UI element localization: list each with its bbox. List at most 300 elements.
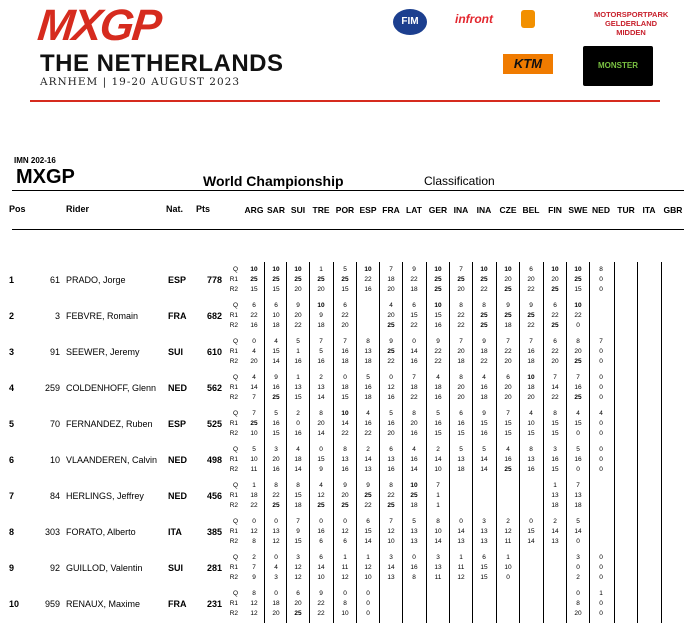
rider-nationality: FRA bbox=[168, 599, 187, 609]
result-cell: 22 bbox=[527, 322, 535, 329]
result-cell: 0 bbox=[366, 600, 370, 607]
result-cell: 7 bbox=[252, 394, 256, 401]
result-cell: 15 bbox=[574, 420, 582, 427]
result-cell: 15 bbox=[410, 312, 418, 319]
result-cell: 15 bbox=[551, 420, 559, 427]
rider-name: GUILLOD, Valentin bbox=[66, 563, 143, 573]
column-separator bbox=[589, 262, 590, 623]
result-cell: 20 bbox=[457, 384, 465, 391]
rider-points: 385 bbox=[206, 527, 222, 537]
result-cell: 15 bbox=[317, 456, 325, 463]
result-cell: 18 bbox=[410, 286, 418, 293]
result-cell: 6 bbox=[343, 538, 347, 545]
result-cell: 6 bbox=[274, 302, 278, 309]
column-separator bbox=[519, 262, 520, 623]
result-cell: 11 bbox=[341, 564, 349, 571]
result-cell: 6 bbox=[553, 302, 557, 309]
result-cell: 3 bbox=[553, 446, 557, 453]
result-cell: 16 bbox=[457, 420, 465, 427]
result-cell: 8 bbox=[274, 482, 278, 489]
column-separator bbox=[637, 262, 638, 623]
result-cell: 0 bbox=[274, 590, 278, 597]
result-cell: 13 bbox=[457, 456, 465, 463]
column-separator bbox=[566, 262, 567, 623]
result-cell: 9 bbox=[343, 482, 347, 489]
rider-number: 259 bbox=[44, 383, 60, 393]
result-cell: 10 bbox=[434, 528, 442, 535]
column-header-venue-fra: FRA bbox=[382, 205, 400, 215]
result-cell: 10 bbox=[434, 302, 442, 309]
result-cell: 13 bbox=[410, 538, 418, 545]
result-cell: 13 bbox=[272, 528, 280, 535]
rider-points: 456 bbox=[206, 491, 222, 501]
result-cell: 6 bbox=[389, 446, 393, 453]
result-cell: 7 bbox=[576, 482, 580, 489]
result-cell: 18 bbox=[272, 600, 280, 607]
result-cell: 25 bbox=[504, 286, 512, 293]
result-cell: 18 bbox=[272, 322, 280, 329]
result-cell: 14 bbox=[317, 564, 325, 571]
result-cell: 22 bbox=[364, 502, 372, 509]
result-cell: 10 bbox=[527, 374, 535, 381]
rider-nationality: SUI bbox=[168, 563, 184, 573]
result-cell: 1 bbox=[506, 554, 510, 561]
result-cell: 25 bbox=[434, 286, 442, 293]
result-cell: 0 bbox=[319, 446, 323, 453]
result-cell: 14 bbox=[294, 466, 302, 473]
result-cell: 22 bbox=[527, 286, 535, 293]
result-cell: 13 bbox=[480, 528, 488, 535]
result-cell: 20 bbox=[574, 610, 582, 617]
result-cell: 18 bbox=[457, 358, 465, 365]
rider-points: 525 bbox=[206, 419, 222, 429]
result-cell: 0 bbox=[529, 518, 533, 525]
result-cell: 10 bbox=[250, 266, 258, 273]
result-cell: 10 bbox=[317, 302, 325, 309]
column-header-rider: Rider bbox=[66, 204, 90, 214]
rider-position: 5 bbox=[9, 419, 15, 429]
result-cell: 0 bbox=[599, 358, 603, 365]
result-cell: 8 bbox=[412, 410, 416, 417]
result-cell: 10 bbox=[250, 456, 258, 463]
result-cell: 10 bbox=[434, 266, 442, 273]
rider-name: FORATO, Alberto bbox=[66, 527, 136, 537]
result-cell: 0 bbox=[343, 374, 347, 381]
result-cell: 4 bbox=[436, 374, 440, 381]
result-cell: 7 bbox=[459, 338, 463, 345]
result-cell: 10 bbox=[272, 312, 280, 319]
result-cell: 14 bbox=[410, 348, 418, 355]
result-cell: 0 bbox=[274, 518, 278, 525]
result-cell: 16 bbox=[387, 466, 395, 473]
result-cell: 8 bbox=[296, 482, 300, 489]
result-cell: 12 bbox=[341, 528, 349, 535]
result-cell: 0 bbox=[599, 374, 603, 381]
result-cell: 15 bbox=[294, 492, 302, 499]
column-header-venue-sar: SAR bbox=[267, 205, 285, 215]
result-cell: 5 bbox=[252, 446, 256, 453]
result-cell: 18 bbox=[410, 502, 418, 509]
result-cell: 9 bbox=[319, 466, 323, 473]
column-separator bbox=[356, 262, 357, 623]
result-cell: 0 bbox=[599, 348, 603, 355]
rider-nationality: ESP bbox=[168, 275, 187, 285]
result-cell: 9 bbox=[319, 312, 323, 319]
result-cell: 4 bbox=[599, 410, 603, 417]
column-header-nat: Nat. bbox=[166, 204, 184, 214]
result-cell: 6 bbox=[343, 302, 347, 309]
result-cell: 25 bbox=[480, 312, 488, 319]
motorsportpark-logo: MOTORSPORTPARK GELDERLAND MIDDEN bbox=[594, 10, 669, 37]
result-cell: 0 bbox=[599, 574, 603, 581]
result-cell: 5 bbox=[459, 446, 463, 453]
result-cell: 8 bbox=[343, 600, 347, 607]
result-cell: 13 bbox=[551, 538, 559, 545]
result-cell: 13 bbox=[387, 574, 395, 581]
result-cell: 5 bbox=[436, 410, 440, 417]
result-cell: 8 bbox=[412, 574, 416, 581]
result-cell: 18 bbox=[364, 394, 372, 401]
result-cell: 22 bbox=[551, 312, 559, 319]
result-cell: 2 bbox=[436, 446, 440, 453]
result-cell: 18 bbox=[434, 384, 442, 391]
result-cell: 4 bbox=[389, 302, 393, 309]
result-cell: 25 bbox=[294, 276, 302, 283]
rider-name: HERLINGS, Jeffrey bbox=[66, 491, 144, 501]
result-cell: 8 bbox=[576, 600, 580, 607]
result-cell: 12 bbox=[250, 528, 258, 535]
column-header-venue-swe: SWE bbox=[568, 205, 588, 215]
result-cell: 2 bbox=[296, 410, 300, 417]
result-cell: 11 bbox=[434, 574, 442, 581]
result-cell: 10 bbox=[504, 266, 512, 273]
column-separator bbox=[472, 262, 473, 623]
result-cell: 12 bbox=[294, 574, 302, 581]
result-cell: 0 bbox=[319, 518, 323, 525]
result-cell: 15 bbox=[504, 430, 512, 437]
classification-title: Classification bbox=[424, 174, 495, 188]
result-cell: 16 bbox=[294, 358, 302, 365]
result-cell: 0 bbox=[296, 420, 300, 427]
result-cell: 20 bbox=[457, 348, 465, 355]
result-cell: 22 bbox=[387, 492, 395, 499]
column-header-venue-sui: SUI bbox=[290, 205, 306, 215]
rider-points: 778 bbox=[206, 275, 222, 285]
rider-nationality: SUI bbox=[168, 347, 184, 357]
result-cell: 13 bbox=[527, 456, 535, 463]
result-cell: 16 bbox=[341, 466, 349, 473]
result-cell: 9 bbox=[482, 410, 486, 417]
rider-position: 6 bbox=[9, 455, 15, 465]
result-cell: 20 bbox=[272, 610, 280, 617]
result-cell: 8 bbox=[459, 302, 463, 309]
result-cell: 13 bbox=[294, 384, 302, 391]
rider-position: 1 bbox=[9, 275, 15, 285]
result-cell: 13 bbox=[317, 384, 325, 391]
column-separator bbox=[402, 262, 403, 623]
rider-points: 682 bbox=[206, 311, 222, 321]
result-cell: 16 bbox=[574, 456, 582, 463]
rider-number: 91 bbox=[49, 347, 60, 357]
rider-number: 61 bbox=[49, 275, 60, 285]
column-header-venue-cze: CZE bbox=[499, 205, 517, 215]
result-cell: 10 bbox=[527, 420, 535, 427]
result-cell: 15 bbox=[574, 286, 582, 293]
result-cell: 0 bbox=[576, 564, 580, 571]
result-cell: 1 bbox=[436, 502, 440, 509]
result-cell: 6 bbox=[252, 302, 256, 309]
rider-number: 3 bbox=[54, 311, 60, 321]
result-cell: 14 bbox=[317, 430, 325, 437]
result-cell: 16 bbox=[272, 384, 280, 391]
result-cell: 8 bbox=[389, 482, 393, 489]
column-header-venue-gbr: GBR bbox=[663, 205, 683, 215]
result-cell: 10 bbox=[250, 430, 258, 437]
result-cell: 25 bbox=[387, 322, 395, 329]
result-cell: 7 bbox=[296, 518, 300, 525]
result-cell: 5 bbox=[296, 338, 300, 345]
result-cell: 8 bbox=[599, 266, 603, 273]
result-cell: 1 bbox=[252, 482, 256, 489]
result-cell: 8 bbox=[459, 374, 463, 381]
result-cell: 1 bbox=[319, 266, 323, 273]
result-cell: 5 bbox=[319, 348, 323, 355]
leg-label: Q bbox=[232, 338, 238, 345]
result-cell: 9 bbox=[296, 302, 300, 309]
rider-name: FERNANDEZ, Ruben bbox=[66, 419, 153, 429]
result-cell: 3 bbox=[296, 554, 300, 561]
result-cell: 20 bbox=[250, 358, 258, 365]
result-cell: 20 bbox=[341, 492, 349, 499]
result-cell: 16 bbox=[294, 430, 302, 437]
result-cell: 14 bbox=[364, 538, 372, 545]
leg-label: R2 bbox=[229, 502, 238, 509]
result-cell: 10 bbox=[317, 574, 325, 581]
result-cell: 0 bbox=[599, 456, 603, 463]
result-cell: 25 bbox=[272, 502, 280, 509]
result-cell: 20 bbox=[272, 456, 280, 463]
rider-position: 9 bbox=[9, 563, 15, 573]
result-cell: 18 bbox=[364, 358, 372, 365]
result-cell: 22 bbox=[272, 492, 280, 499]
result-cell: 10 bbox=[364, 266, 372, 273]
result-cell: 7 bbox=[459, 266, 463, 273]
result-cell: 2 bbox=[553, 518, 557, 525]
result-cell: 15 bbox=[504, 420, 512, 427]
rider-number: 92 bbox=[49, 563, 60, 573]
column-header-venue-esp: ESP bbox=[359, 205, 377, 215]
result-cell: 0 bbox=[343, 590, 347, 597]
result-cell: 14 bbox=[387, 564, 395, 571]
leg-label: R2 bbox=[229, 430, 238, 437]
result-cell: 14 bbox=[410, 466, 418, 473]
result-cell: 12 bbox=[294, 564, 302, 571]
result-cell: 10 bbox=[294, 266, 302, 273]
column-header-venue-lat: LAT bbox=[406, 205, 422, 215]
leg-label: R1 bbox=[229, 312, 238, 319]
result-cell: 2 bbox=[576, 574, 580, 581]
result-cell: 3 bbox=[274, 574, 278, 581]
result-cell: 14 bbox=[364, 456, 372, 463]
result-cell: 7 bbox=[529, 338, 533, 345]
ktm-logo: KTM bbox=[503, 54, 553, 74]
column-separator bbox=[309, 262, 310, 623]
column-header-venue-fin: FIN bbox=[548, 205, 562, 215]
event-title: THE NETHERLANDS bbox=[40, 50, 284, 77]
rider-name: PRADO, Jorge bbox=[66, 275, 126, 285]
result-cell: 18 bbox=[294, 502, 302, 509]
result-cell: 22 bbox=[457, 312, 465, 319]
result-cell: 16 bbox=[317, 358, 325, 365]
result-cell: 4 bbox=[482, 374, 486, 381]
rider-name: FEBVRE, Romain bbox=[66, 311, 139, 321]
result-cell: 1 bbox=[296, 374, 300, 381]
result-cell: 15 bbox=[341, 394, 349, 401]
result-cell: 8 bbox=[436, 518, 440, 525]
result-cell: 22 bbox=[434, 348, 442, 355]
result-cell: 9 bbox=[389, 338, 393, 345]
result-cell: 20 bbox=[294, 286, 302, 293]
rider-points: 610 bbox=[206, 347, 222, 357]
result-cell: 15 bbox=[272, 348, 280, 355]
result-cell: 18 bbox=[551, 502, 559, 509]
column-separator bbox=[496, 262, 497, 623]
result-cell: 0 bbox=[506, 574, 510, 581]
result-cell: 18 bbox=[574, 502, 582, 509]
title-divider bbox=[12, 190, 684, 191]
leg-label: Q bbox=[232, 374, 238, 381]
result-cell: 22 bbox=[457, 322, 465, 329]
result-cell: 20 bbox=[574, 348, 582, 355]
result-cell: 12 bbox=[341, 574, 349, 581]
result-cell: 20 bbox=[410, 420, 418, 427]
result-cell: 15 bbox=[364, 528, 372, 535]
result-cell: 15 bbox=[480, 574, 488, 581]
result-cell: 6 bbox=[296, 590, 300, 597]
result-cell: 25 bbox=[551, 322, 559, 329]
result-cell: 5 bbox=[343, 266, 347, 273]
result-cell: 5 bbox=[576, 446, 580, 453]
rider-name: RENAUX, Maxime bbox=[66, 599, 141, 609]
column-header-venue-ger: GER bbox=[428, 205, 448, 215]
result-cell: 12 bbox=[504, 528, 512, 535]
result-cell: 22 bbox=[250, 502, 258, 509]
result-cell: 10 bbox=[480, 266, 488, 273]
result-cell: 25 bbox=[574, 276, 582, 283]
result-cell: 22 bbox=[294, 322, 302, 329]
result-cell: 16 bbox=[364, 286, 372, 293]
result-cell: 2 bbox=[319, 374, 323, 381]
result-cell: 7 bbox=[436, 482, 440, 489]
result-cell: 25 bbox=[317, 502, 325, 509]
result-cell: 1 bbox=[553, 482, 557, 489]
result-cell: 18 bbox=[317, 322, 325, 329]
result-cell: 25 bbox=[387, 348, 395, 355]
result-cell: 20 bbox=[504, 394, 512, 401]
result-cell: 4 bbox=[274, 564, 278, 571]
result-cell: 0 bbox=[366, 610, 370, 617]
result-cell: 7 bbox=[319, 338, 323, 345]
leg-label: Q bbox=[232, 410, 238, 417]
column-separator bbox=[661, 262, 662, 623]
result-cell: 6 bbox=[366, 518, 370, 525]
result-cell: 0 bbox=[576, 322, 580, 329]
result-cell: 25 bbox=[434, 276, 442, 283]
result-cell: 7 bbox=[252, 564, 256, 571]
result-cell: 0 bbox=[389, 374, 393, 381]
result-cell: 4 bbox=[319, 482, 323, 489]
result-cell: 14 bbox=[457, 528, 465, 535]
rider-position: 4 bbox=[9, 383, 15, 393]
result-cell: 15 bbox=[434, 430, 442, 437]
result-cell: 18 bbox=[504, 322, 512, 329]
mxgp-logo: MXGP bbox=[35, 1, 163, 50]
column-header-venue-tur: TUR bbox=[617, 205, 635, 215]
column-separator bbox=[449, 262, 450, 623]
result-cell: 25 bbox=[250, 420, 258, 427]
result-cell: 12 bbox=[317, 492, 325, 499]
leg-label: Q bbox=[232, 518, 238, 525]
result-cell: 13 bbox=[434, 564, 442, 571]
result-cell: 14 bbox=[527, 538, 535, 545]
result-cell: 9 bbox=[529, 302, 533, 309]
result-cell: 8 bbox=[482, 302, 486, 309]
result-cell: 20 bbox=[504, 384, 512, 391]
result-cell: 0 bbox=[576, 538, 580, 545]
result-cell: 15 bbox=[480, 564, 488, 571]
result-cell: 4 bbox=[529, 410, 533, 417]
column-separator bbox=[614, 262, 615, 623]
result-cell: 0 bbox=[412, 554, 416, 561]
result-cell: 10 bbox=[551, 266, 559, 273]
result-cell: 18 bbox=[527, 384, 535, 391]
result-cell: 18 bbox=[250, 492, 258, 499]
result-cell: 22 bbox=[317, 600, 325, 607]
column-separator bbox=[286, 262, 287, 623]
result-cell: 25 bbox=[551, 286, 559, 293]
result-cell: 7 bbox=[599, 338, 603, 345]
leg-label: R1 bbox=[229, 384, 238, 391]
result-cell: 20 bbox=[551, 358, 559, 365]
result-cell: 0 bbox=[599, 384, 603, 391]
result-cell: 20 bbox=[341, 322, 349, 329]
result-cell: 14 bbox=[574, 528, 582, 535]
result-cell: 18 bbox=[341, 384, 349, 391]
result-cell: 6 bbox=[506, 374, 510, 381]
result-cell: 16 bbox=[341, 348, 349, 355]
result-cell: 22 bbox=[551, 394, 559, 401]
result-cell: 22 bbox=[341, 312, 349, 319]
result-cell: 4 bbox=[252, 374, 256, 381]
monster-energy-logo: MONSTER bbox=[583, 46, 653, 86]
result-cell: 14 bbox=[480, 456, 488, 463]
result-cell: 13 bbox=[457, 538, 465, 545]
result-cell: 0 bbox=[599, 446, 603, 453]
result-cell: 10 bbox=[434, 466, 442, 473]
result-cell: 3 bbox=[274, 446, 278, 453]
result-cell: 10 bbox=[504, 564, 512, 571]
result-cell: 0 bbox=[599, 420, 603, 427]
result-cell: 4 bbox=[506, 446, 510, 453]
result-cell: 20 bbox=[317, 286, 325, 293]
result-cell: 0 bbox=[576, 466, 580, 473]
result-cell: 9 bbox=[319, 590, 323, 597]
rider-position: 3 bbox=[9, 347, 15, 357]
result-cell: 16 bbox=[364, 384, 372, 391]
result-cell: 5 bbox=[389, 410, 393, 417]
leg-label: R1 bbox=[229, 348, 238, 355]
result-cell: 22 bbox=[480, 358, 488, 365]
